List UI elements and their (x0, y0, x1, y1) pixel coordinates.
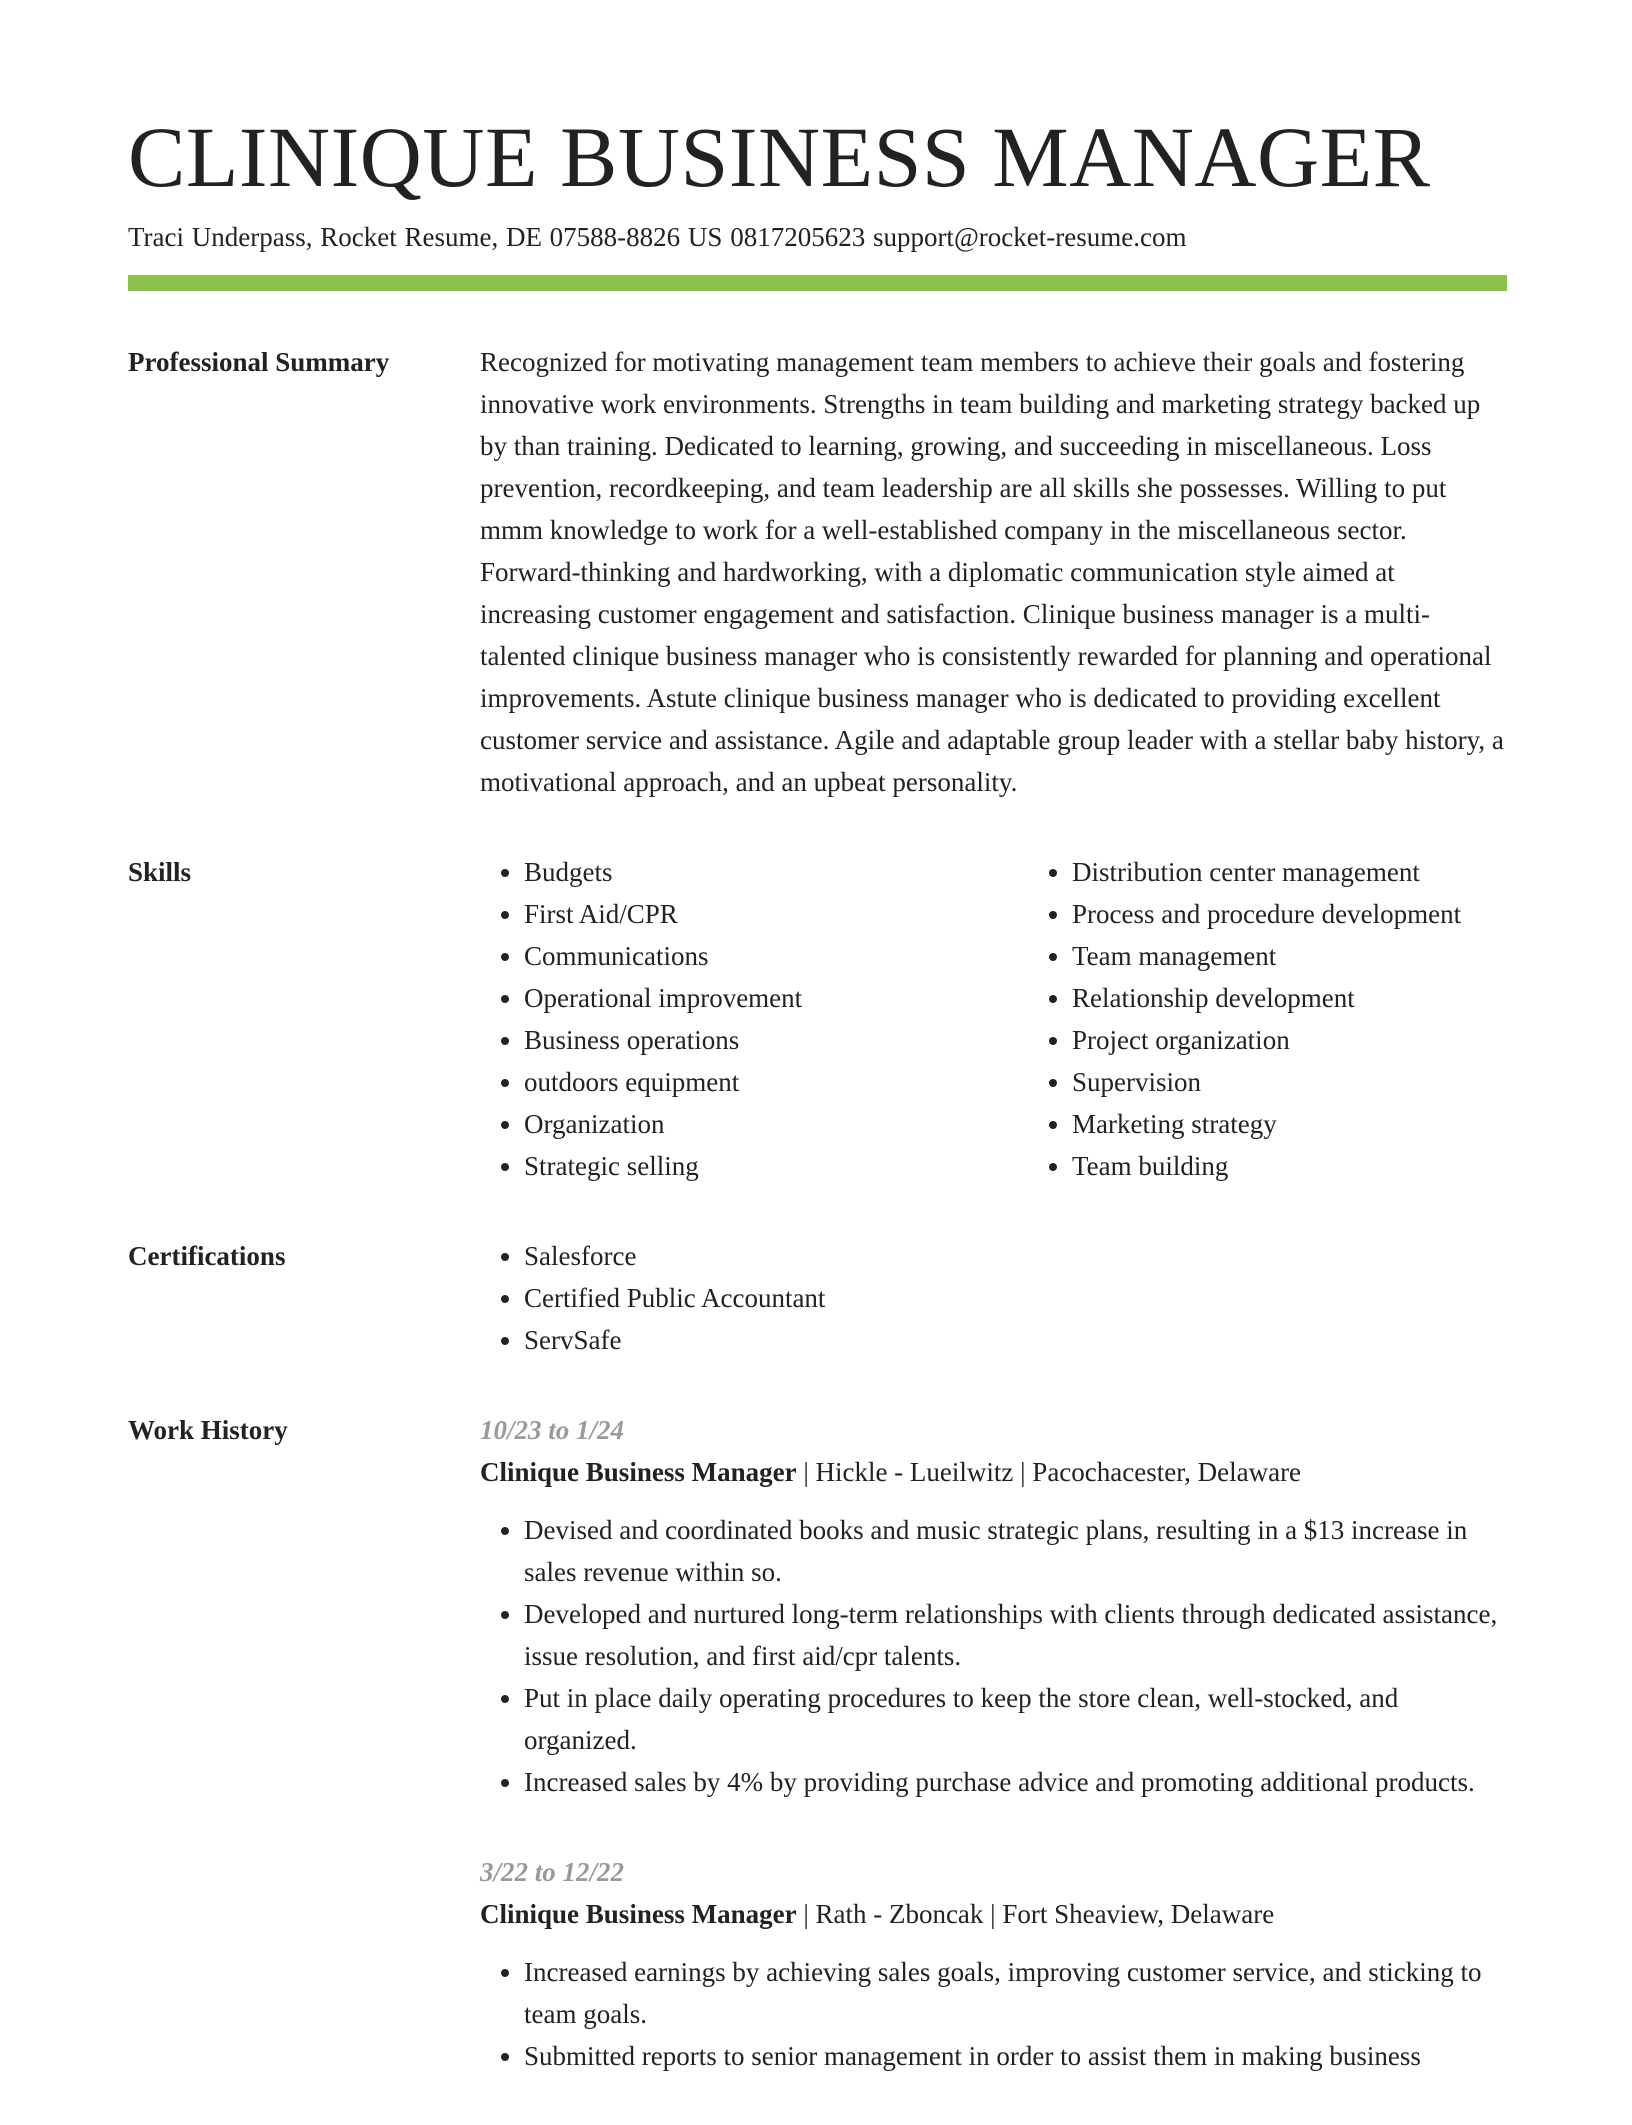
skill-item: • Strategic selling (524, 1145, 1028, 1187)
skill-item: • outdoors equipment (524, 1061, 1028, 1103)
skill-item: • First Aid/CPR (524, 893, 1028, 935)
job-bullet: • Devised and coordinated books and music strategic plans, resulting in a $13 increase in sales revenue within so. (524, 1509, 1507, 1593)
skill-item: • Business operations (524, 1019, 1028, 1061)
section-title-skills: Skills (128, 856, 192, 887)
job-entry (480, 1409, 1507, 1803)
job-title-line (480, 1451, 1507, 1493)
section-title-summary: Professional Summary (128, 346, 390, 377)
header-accent-rule (128, 275, 1507, 291)
skill-item: • Communications (524, 935, 1028, 977)
section-skills (128, 851, 1507, 1187)
skill-item: • Team building (1072, 1145, 1576, 1187)
job-dates: 10/23 to 1/24 (480, 1414, 625, 1445)
job-bullet: • Increased earnings by achieving sales goals, improving customer service, and sticking to team goals. (524, 1951, 1507, 2035)
skill-item: • Relationship development (1072, 977, 1576, 1019)
job-bullet: • Increased sales by 4% by providing purchase advice and promoting additional products. (524, 1761, 1507, 1803)
section-title-certifications: Certifications (128, 1240, 286, 1271)
summary-body (480, 341, 1507, 803)
skill-item: • Process and procedure development (1072, 893, 1576, 935)
contact-line (128, 221, 1507, 253)
job-title-line (480, 1893, 1507, 1935)
skill-item: • Distribution center management (1072, 851, 1576, 893)
certification-item: • Certified Public Accountant (524, 1277, 1507, 1319)
job-role: Clinique Business Manager (480, 1456, 797, 1487)
skill-item: • Supervision (1072, 1061, 1576, 1103)
job-bullets (480, 1509, 1507, 1803)
section-title-work-history: Work History (128, 1414, 288, 1445)
skill-item: • Operational improvement (524, 977, 1028, 1019)
job-bullets (480, 1951, 1507, 2077)
certifications-list (480, 1235, 1507, 1361)
section-work-history (128, 1409, 1507, 2125)
skill-item: • Marketing strategy (1072, 1103, 1576, 1145)
skills-list-left (480, 851, 1028, 1187)
skill-item: • Organization (524, 1103, 1028, 1145)
job-bullet: • Submitted reports to senior management in order to assist them in making business (524, 2035, 1507, 2077)
work-history-body (480, 1409, 1507, 2125)
job-bullet: • Put in place daily operating procedures to keep the store clean, well-stocked, and organized. (524, 1677, 1507, 1761)
resume-name-heading: CLINIQUE BUSINESS MANAGER (128, 109, 1431, 205)
skill-item: • Budgets (524, 851, 1028, 893)
job-company-location: | Hickle - Lueilwitz | Pacochacester, Delaware (796, 1456, 1302, 1487)
certifications-body (480, 1235, 1507, 1361)
certification-item: • ServSafe (524, 1319, 1507, 1361)
certification-item: • Salesforce (524, 1235, 1507, 1277)
skill-item: • Team management (1072, 935, 1576, 977)
summary-text: Recognized for motivating management team members to achieve their goals and fostering innovative work environments. Strengths in team building and marketing strategy backed up by than training. Dedicated to learning, growing, and succeeding in miscellaneous. Loss prevention, recordkeeping, and team leadership are all skills she possesses. Willing to put mmm knowledge to work for a well-established company in the miscellaneous sector. Forward-thinking and hardworking, with a diplomatic communication style aimed at increasing customer engagement and satisfaction. Clinique business manager is a multi-talented clinique business manager who is consistently rewarded for planning and operational improvements. Astute clinique business manager who is dedicated to providing excellent customer service and assistance. Agile and adaptable group leader with a stellar baby history, a motivational approach, and an upbeat personality. (480, 346, 1504, 797)
job-entry (480, 1851, 1507, 2077)
skills-grid (480, 851, 1576, 1187)
job-role: Clinique Business Manager (480, 1898, 797, 1929)
job-dates: 3/22 to 12/22 (480, 1856, 625, 1887)
job-bullet: • Developed and nurtured long-term relationships with clients through dedicated assistance, issue resolution, and first aid/cpr talents. (524, 1593, 1507, 1677)
skill-item: • Project organization (1072, 1019, 1576, 1061)
section-certifications (128, 1235, 1507, 1361)
job-company-location: | Rath - Zboncak | Fort Sheaview, Delaware (796, 1898, 1275, 1929)
skills-list-right (1028, 851, 1576, 1187)
contact-name-address: Traci Underpass, Rocket Resume, DE 07588-8826 US (128, 221, 723, 252)
contact-email: support@rocket-resume.com (872, 221, 1187, 252)
skills-body (480, 851, 1576, 1187)
contact-phone: 0817205623 (730, 221, 866, 252)
section-professional-summary (128, 341, 1507, 803)
